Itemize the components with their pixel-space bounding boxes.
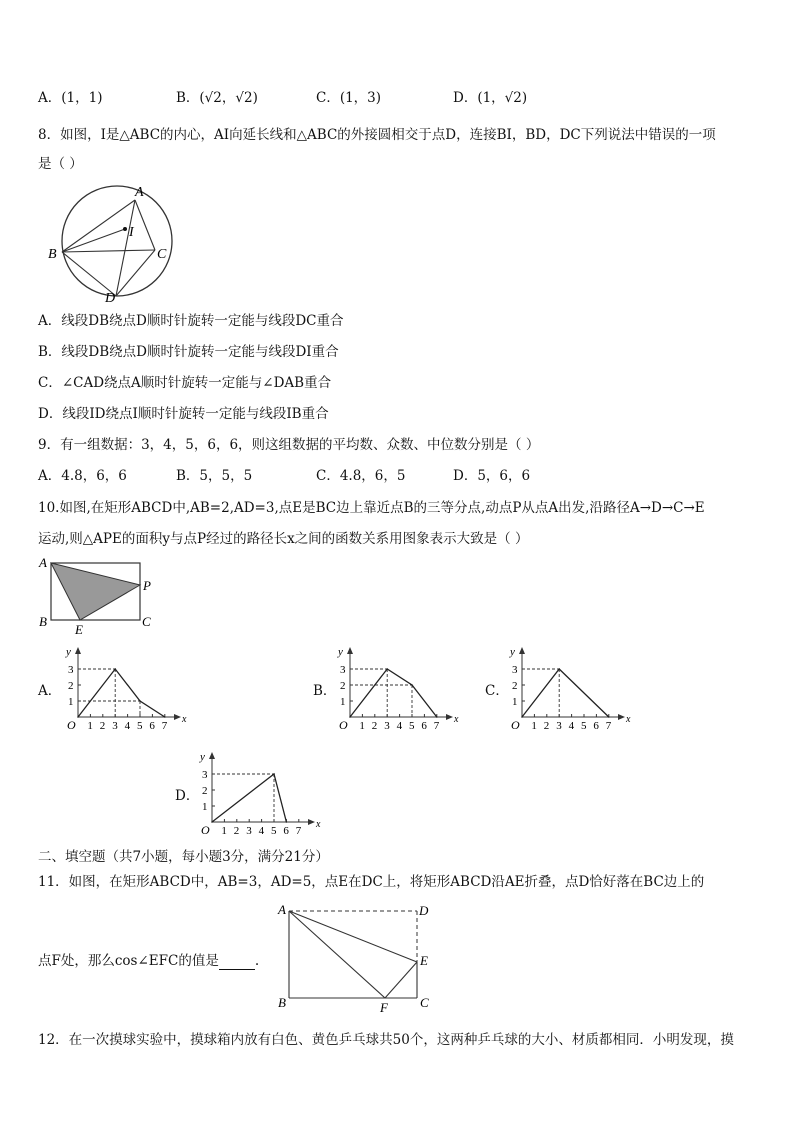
x-tick-label: 5 xyxy=(137,720,143,732)
q8-stem-line1: 8．如图，I是△ABC的内心，AI向延长线和△ABC的外接圆相交于点D，连接BI，BD，DC下列说法中错误的一项 xyxy=(38,127,716,143)
q8-option-b: B．线段DB绕点D顺时针旋转一定能与线段DI重合 xyxy=(38,344,339,360)
origin-label: O xyxy=(511,718,520,732)
x-tick-label: 2 xyxy=(233,825,240,837)
x-axis-label: x xyxy=(182,714,187,725)
q10-stem-line1: 10.如图,在矩形ABCD中,AB=2,AD=3,点E是BC边上靠近点B的三等分点,动点P从点A出发,沿路径A→D→C→E xyxy=(38,500,705,516)
series-line xyxy=(212,774,286,822)
x-tick-label: 5 xyxy=(409,720,415,732)
q8-option-c: C．∠CAD绕点A顺时针旋转一定能与∠DAB重合 xyxy=(38,375,332,391)
x-tick-label: 6 xyxy=(149,720,155,732)
q11-answer-blank xyxy=(219,955,255,970)
q9-stem: 9．有一组数据：3，4，5，6，6，则这组数据的平均数、众数、中位数分别是（ ） xyxy=(38,437,540,453)
q9-option-b: B．5，5，5 xyxy=(176,468,253,484)
x-tick-label: 7 xyxy=(161,720,168,732)
x-tick-label: 1 xyxy=(359,720,365,732)
x-axis-label: x xyxy=(626,714,631,725)
x-tick-label: 3 xyxy=(556,720,562,732)
x-tick-label: 6 xyxy=(283,825,289,837)
q10-stem-line2: 运动,则△APE的面积y与点P经过的路径长x之间的函数关系用图象表示大致是（ ） xyxy=(38,531,529,547)
series-line xyxy=(78,669,165,717)
q11-label-c: C xyxy=(420,995,429,1010)
x-tick-label: 4 xyxy=(124,720,131,732)
q8-label-c: C xyxy=(157,247,167,262)
q11-label-a: A xyxy=(278,902,286,917)
y-axis-arrow xyxy=(75,647,81,654)
q11-label-d: D xyxy=(419,903,429,918)
x-axis-arrow xyxy=(446,714,453,720)
x-tick-label: 7 xyxy=(605,720,612,732)
q10-rect-figure xyxy=(36,555,166,637)
q7-option-c: C．(1，3) xyxy=(316,90,382,106)
x-tick-label: 2 xyxy=(99,720,106,732)
q12-stem: 12．在一次摸球实验中，摸球箱内放有白色、黄色乒乓球共50个，这两种乒乓球的大小、材质都相同．小明发现，摸 xyxy=(38,1032,734,1048)
q11-label-b: B xyxy=(278,995,286,1010)
y-axis-label: y xyxy=(510,646,515,658)
data-point xyxy=(436,716,438,718)
y-tick-label: 3 xyxy=(340,664,346,676)
x-tick-label: 1 xyxy=(87,720,93,732)
origin-label: O xyxy=(67,718,76,732)
data-point xyxy=(411,684,413,686)
y-axis-arrow xyxy=(209,752,215,759)
x-tick-label: 3 xyxy=(246,825,252,837)
q8-figure xyxy=(45,178,180,304)
q10-label-a: A xyxy=(39,555,47,570)
y-tick-label: 3 xyxy=(68,664,74,676)
x-axis-arrow xyxy=(308,819,315,825)
x-axis-arrow xyxy=(618,714,625,720)
q8-label-a: A xyxy=(135,185,144,200)
q9-option-d: D．5，6，6 xyxy=(453,468,531,484)
q10-label-c: C xyxy=(142,614,151,629)
x-tick-label: 2 xyxy=(543,720,550,732)
q10-label-e: E xyxy=(75,622,83,637)
x-tick-label: 1 xyxy=(221,825,227,837)
q9-option-a: A．4.8，6，6 xyxy=(38,468,127,484)
q8-label-d: D xyxy=(105,291,116,304)
data-point xyxy=(386,668,388,670)
y-tick-label: 1 xyxy=(340,696,346,708)
q7-option-b: B．(√2，√2) xyxy=(176,90,258,106)
q8-label-b: B xyxy=(48,247,57,262)
q10-option-a-label: A． xyxy=(38,683,62,699)
y-tick-label: 2 xyxy=(68,680,74,692)
y-tick-label: 3 xyxy=(512,664,518,676)
q11-figure xyxy=(275,902,435,1014)
y-tick-label: 3 xyxy=(202,769,208,781)
q10-graph-c xyxy=(502,646,632,732)
y-tick-label: 1 xyxy=(202,801,208,813)
y-tick-label: 1 xyxy=(68,696,74,708)
y-tick-label: 2 xyxy=(512,680,518,692)
y-axis-label: y xyxy=(338,646,343,658)
data-point xyxy=(558,668,560,670)
data-point xyxy=(608,716,610,718)
origin-label: O xyxy=(339,718,348,732)
q10-label-p: P xyxy=(143,578,151,593)
q8-label-i: I xyxy=(129,225,134,240)
q8-stem-line2: 是（ ） xyxy=(38,156,83,172)
y-axis-label: y xyxy=(66,646,71,658)
series-line xyxy=(522,669,609,717)
data-point xyxy=(521,716,523,718)
data-point xyxy=(114,668,116,670)
q10-option-d-label: D． xyxy=(175,788,200,804)
x-tick-label: 5 xyxy=(581,720,587,732)
x-tick-label: 4 xyxy=(568,720,575,732)
x-tick-label: 4 xyxy=(258,825,265,837)
y-axis-arrow xyxy=(347,647,353,654)
y-tick-label: 2 xyxy=(340,680,346,692)
y-axis-label: y xyxy=(200,751,205,763)
y-axis-arrow xyxy=(519,647,525,654)
q9-option-c: C．4.8，6，5 xyxy=(316,468,406,484)
q10-option-c-label: C． xyxy=(485,683,509,699)
q11-stem-line2 xyxy=(38,952,259,970)
data-point xyxy=(139,700,141,702)
x-tick-label: 7 xyxy=(433,720,440,732)
x-tick-label: 5 xyxy=(271,825,277,837)
q11-stem-end: . xyxy=(254,953,260,969)
x-axis-label: x xyxy=(454,714,459,725)
series-line xyxy=(350,669,437,717)
data-point xyxy=(286,821,288,823)
q11-stem-line1: 11．如图，在矩形ABCD中，AB=3，AD=5，点E在DC上，将矩形ABCD沿AE折叠，点D恰好落在BC边上的 xyxy=(38,874,705,890)
data-point xyxy=(77,716,79,718)
data-point xyxy=(349,716,351,718)
q10-graph-b xyxy=(330,646,460,732)
q10-graph-a xyxy=(58,646,188,732)
x-tick-label: 2 xyxy=(371,720,378,732)
q10-graph-d xyxy=(192,751,322,837)
q7-option-d: D．(1，√2) xyxy=(453,90,528,106)
data-point xyxy=(211,821,213,823)
x-tick-label: 1 xyxy=(531,720,537,732)
x-tick-label: 3 xyxy=(112,720,118,732)
data-point xyxy=(273,773,275,775)
q11-stem-text: 点F处，那么cos∠EFC的值是 xyxy=(38,953,219,969)
data-point xyxy=(164,716,166,718)
q10-label-b: B xyxy=(39,614,47,629)
q11-label-e: E xyxy=(420,953,428,968)
y-tick-label: 2 xyxy=(202,785,208,797)
x-tick-label: 4 xyxy=(396,720,403,732)
q8-option-d: D．线段ID绕点I顺时针旋转一定能与线段IB重合 xyxy=(38,406,329,422)
section-2-heading: 二、填空题（共7小题，每小题3分，满分21分） xyxy=(38,849,329,865)
x-tick-label: 7 xyxy=(295,825,302,837)
q11-label-f: F xyxy=(380,1000,388,1014)
x-tick-label: 6 xyxy=(593,720,599,732)
q10-option-b-label: B． xyxy=(313,683,337,699)
q8-option-a: A．线段DB绕点D顺时针旋转一定能与线段DC重合 xyxy=(38,313,344,329)
q7-option-a: A．(1，1) xyxy=(38,90,103,106)
y-tick-label: 1 xyxy=(512,696,518,708)
x-tick-label: 6 xyxy=(421,720,427,732)
origin-label: O xyxy=(201,823,210,837)
x-axis-label: x xyxy=(316,819,321,830)
x-tick-label: 3 xyxy=(384,720,390,732)
x-axis-arrow xyxy=(174,714,181,720)
